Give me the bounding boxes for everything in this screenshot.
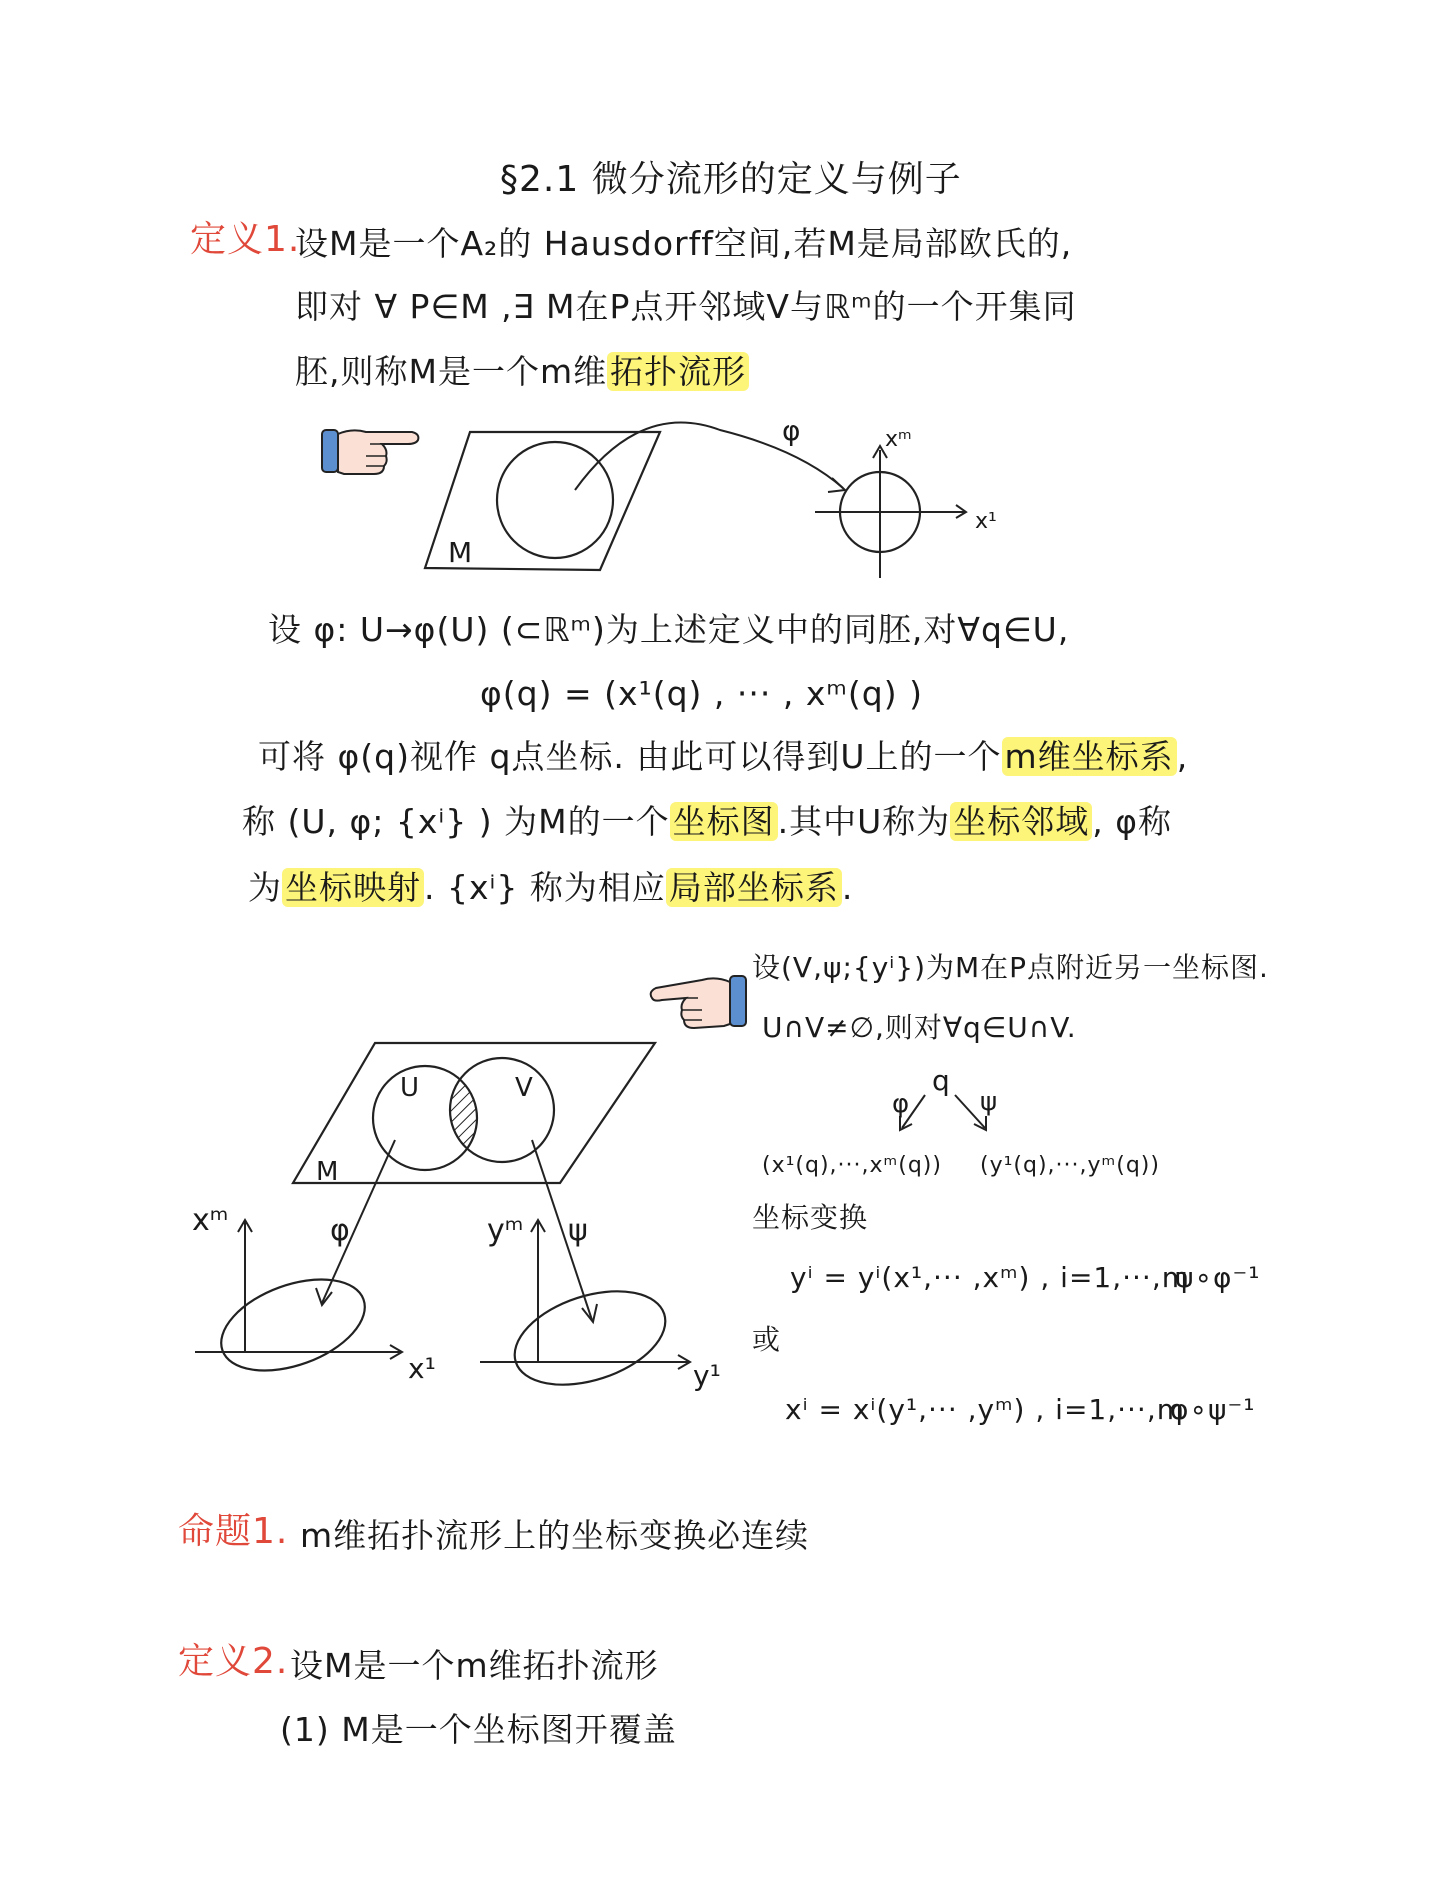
highlight-coordinate-system: m维坐标系: [1002, 737, 1177, 776]
para1-line5-mid: . {xⁱ} 称为相应: [424, 868, 666, 907]
para1-line5-text: 为: [248, 868, 282, 907]
q-psi-label: ψ: [980, 1087, 998, 1117]
para1-line4-end: , φ称: [1092, 802, 1173, 841]
fig1-axis-x1: x¹: [975, 509, 997, 534]
def2-line1: 设M是一个m维拓扑流形: [290, 1646, 659, 1685]
para1-line4: [242, 800, 1172, 844]
para1-line5-end: .: [841, 868, 854, 907]
para1-line2: φ(q) = (x¹(q) , ··· , xᵐ(q) ): [480, 674, 923, 713]
right-line2: U∩V≠∅,则对∀q∈U∩V.: [762, 1011, 1077, 1044]
highlight-coordinate-map: 坐标映射: [282, 868, 424, 907]
fig2-label-psi: ψ: [568, 1213, 588, 1248]
para1-line4-mid: .其中U称为: [777, 802, 951, 841]
page-title: §2.1 微分流形的定义与例子: [500, 159, 962, 200]
transform-eq2: xⁱ = xⁱ(y¹,··· ,yᵐ) , i=1,···,m: [785, 1393, 1186, 1426]
fig2-label-U: U: [400, 1073, 420, 1103]
fig1-axis-xm: xᵐ: [885, 427, 912, 452]
figure2-overlapping-charts: [195, 1043, 690, 1402]
prop1-label: 命题1.: [178, 1511, 289, 1552]
fig2-label-phi: φ: [330, 1213, 350, 1248]
def1-line3-text: 胚,则称M是一个m维: [295, 352, 608, 391]
para1-line3-end: ,: [1176, 737, 1189, 776]
def1-line2: 即对 ∀ P∈M ,∃ M在P点开邻域V与ℝᵐ的一个开集同: [295, 287, 1077, 326]
fig2-axis-x1: x¹: [408, 1352, 436, 1385]
prop1-text: m维拓扑流形上的坐标变换必连续: [300, 1516, 810, 1555]
para1-line1: 设 φ: U→φ(U) (⊂ℝᵐ)为上述定义中的同胚,对∀q∈U,: [268, 610, 1070, 649]
transform-eq1-map: ψ∘φ⁻¹: [1175, 1261, 1261, 1294]
transform-eq2-map: φ∘ψ⁻¹: [1170, 1393, 1256, 1426]
transform-label: 坐标变换: [752, 1201, 869, 1234]
fig2-axis-ym: yᵐ: [487, 1213, 524, 1248]
tuple-x: (x¹(q),···,xᵐ(q)): [762, 1153, 942, 1178]
fig2-label-M: M: [316, 1157, 339, 1187]
fig2-axis-y1: y¹: [693, 1359, 721, 1392]
fig2-axis-xm: xᵐ: [192, 1203, 229, 1238]
transform-or: 或: [752, 1323, 782, 1356]
para1-line3: [258, 735, 1188, 779]
q-label: q: [932, 1064, 950, 1097]
q-map-diagram: [900, 1095, 986, 1130]
right-line1: 设(V,ψ;{yⁱ})为M在P点附近另一坐标图.: [752, 951, 1269, 984]
highlight-chart: 坐标图: [670, 802, 778, 841]
def2-label: 定义2.: [178, 1641, 289, 1682]
fig2-label-V: V: [515, 1073, 533, 1103]
def2-item1: (1) M是一个坐标图开覆盖: [280, 1710, 677, 1749]
fig1-label-M: M: [448, 536, 473, 569]
para1-line5: [248, 866, 853, 910]
highlight-local-coordinate-system: 局部坐标系: [666, 868, 842, 907]
def1-label: 定义1.: [190, 219, 301, 260]
pointing-hand-right-icon: [322, 430, 418, 474]
highlight-coordinate-neighborhood: 坐标邻域: [950, 802, 1092, 841]
transform-eq1: yⁱ = yⁱ(x¹,··· ,xᵐ) , i=1,···,m: [790, 1261, 1191, 1294]
para1-line3-text: 可将 φ(q)视作 q点坐标. 由此可以得到U上的一个: [258, 737, 1002, 776]
pointing-hand-left-icon: [651, 976, 746, 1028]
highlight-topological-manifold: 拓扑流形: [607, 352, 749, 391]
def1-line1: 设M是一个A₂的 Hausdorff空间,若M是局部欧氏的,: [295, 224, 1073, 263]
tuple-y: (y¹(q),···,yᵐ(q)): [980, 1153, 1160, 1178]
para1-line4-text: 称 (U, φ; {xⁱ} ) 为M的一个: [242, 802, 670, 841]
q-phi-label: φ: [892, 1089, 910, 1119]
fig1-label-phi: φ: [782, 414, 801, 447]
